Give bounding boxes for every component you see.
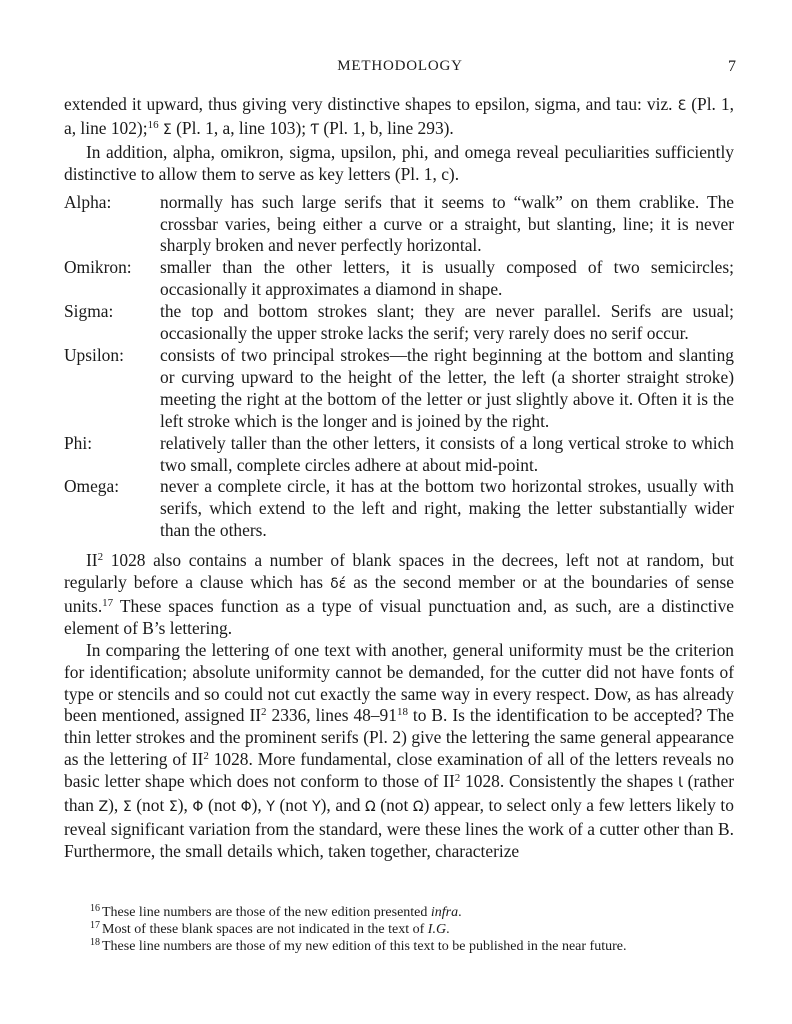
letter-shape-glyph: Σ [122, 799, 132, 816]
inscription-ref: II [249, 705, 262, 726]
text-run: (not [131, 795, 169, 816]
sigma-reference: (Pl. 1, a, line 103); [176, 117, 307, 138]
text-run: (not [274, 795, 313, 816]
letter-entry-omega [64, 476, 734, 542]
letter-description: normally has such large serifs that it seems to “walk” on them crablike. The crossbar varies, being either a curve or a straight, but slanting, line; it is never sharply broken and never perfectly horizontal. [160, 191, 734, 256]
letter-description: never a complete circle, it has at the bottom two horizontal strokes, usually with serifs, which extend to the left and right, making the letter substantially wider than the others. [160, 476, 734, 541]
letter-entry-phi [64, 433, 734, 477]
paragraph-gap [64, 542, 734, 550]
letter-term: Sigma: [64, 301, 114, 322]
text-run: (rather than [64, 771, 734, 816]
letter-entry-upsilon [64, 345, 734, 433]
letter-shape-glyph: Y [312, 799, 321, 816]
footnote-italic: infra [430, 905, 459, 920]
inscription-ref: II [86, 550, 98, 571]
superscript: 2 [203, 750, 209, 763]
tau-reference: (Pl. 1, b, line 293). [323, 117, 454, 138]
viz-label: viz. [646, 94, 673, 114]
text-run: These spaces function as a type of visual punctuation and, as such, are a distinctive element of B’s lettering. [64, 595, 734, 638]
footnote-text-end: . [446, 922, 450, 937]
running-title: METHODOLOGY [337, 58, 463, 74]
footnote-ref-18: 18 [396, 706, 408, 719]
letter-term: Upsilon: [64, 344, 124, 365]
superscript: 2 [261, 706, 267, 719]
footnote-text: Most of these blank spaces are not indicated in the text of [102, 922, 428, 937]
letter-shape-glyph: Y [266, 799, 275, 816]
body-text [64, 94, 734, 863]
footnote-17 [64, 921, 736, 938]
footnote-text: These line numbers are those of my new edition of this text to be published in the near future. [102, 939, 627, 954]
inscription-ref: II [443, 771, 455, 792]
letter-shape-glyph: Ω [365, 799, 376, 816]
letter-description: consists of two principal strokes—the right beginning at the bottom and slanting or curving upward to the height of the letter, the left (a shorter straight stroke) meeting the right at the bottom of the letter or just slightly above it. Often it is the left stroke which is the longer and is joined by the right. [160, 344, 734, 431]
letter-shape-glyph: Z [98, 799, 109, 816]
epsilon-glyph: Ɛ [677, 98, 687, 114]
text-run: ), [177, 795, 193, 816]
footnote-16 [64, 904, 736, 921]
greek-de: δέ [330, 576, 347, 593]
letter-entry-omikron [64, 257, 734, 301]
footnote-number: 16 [90, 903, 100, 914]
page-number: 7 [728, 58, 736, 75]
text-run: ), [251, 795, 267, 816]
letter-shape-glyph: Φ [192, 799, 204, 816]
letter-term: Omega: [64, 476, 120, 497]
footnote-ref-16: 16 [147, 118, 159, 131]
text-run: ), and [320, 795, 366, 816]
text-run: 1028 also contains a number of blank spaces in the decrees, left not at random, but regularly before a clause which has [64, 550, 734, 593]
letter-term: Omikron: [64, 257, 132, 278]
text-run: 2336, lines 48–91 [266, 705, 397, 726]
tau-glyph: Ƭ [310, 121, 319, 138]
footnote-number: 17 [90, 920, 100, 931]
text-run: 1028. Consistently the shapes [460, 771, 678, 792]
blank-spaces-paragraph [64, 550, 734, 640]
footnote-ref-17: 17 [102, 596, 114, 609]
letter-entry-alpha [64, 192, 734, 258]
epsilon-reference: (Pl. 1, a, line 102); [64, 94, 734, 138]
key-letter-list [64, 192, 734, 543]
intro-paragraph [64, 94, 734, 142]
letter-term: Alpha: [64, 191, 112, 212]
inscription-ref: II [191, 749, 204, 770]
letter-shape-glyph: Ɩ [677, 775, 683, 792]
letter-shape-glyph: Ω [412, 799, 424, 816]
letter-description: the top and bottom strokes slant; they are never parallel. Serifs are usual; occasionally the upper stroke lacks the serif; very rarely does no serif occur. [160, 301, 734, 344]
running-head [64, 58, 736, 80]
superscript: 2 [454, 772, 461, 785]
sigma-glyph: Σ [162, 121, 172, 138]
text-run: to B. Is the identification to be accepted? The thin letter strokes and the prominent serifs (Pl. 2) give the lettering the same general appearance as the lettering of [64, 705, 734, 770]
letter-entry-sigma [64, 301, 734, 345]
superscript: 2 [97, 551, 104, 564]
text-run: In comparing the lettering of one text with another, general uniformity must be the criterion for identification; absolute uniformity cannot be demanded, for the cutter did not have fonts of type or stencils and so could not cut exactly the same way in every respect. Dow, as has already been mentioned, assigned [64, 639, 734, 726]
footnote-text: These line numbers are those of the new edition presented [102, 905, 431, 920]
letter-term: Phi: [64, 432, 93, 453]
text-run: ), [108, 795, 123, 816]
text-run: (not [375, 795, 413, 816]
comparison-paragraph [64, 640, 734, 863]
text-run: as the second member or at the boundaries of sense units. [64, 572, 734, 616]
footnotes [64, 904, 736, 955]
letter-shape-glyph: Φ [240, 799, 252, 816]
letter-description: relatively taller than the other letters, it consists of a long vertical stroke to which two small, complete circles adhere at about mid-point. [160, 432, 734, 475]
letter-description: smaller than the other letters, it is usually composed of two semicircles; occasionally it approximates a diamond in shape. [160, 257, 734, 300]
intro-line: extended it upward, thus giving very distinctive shapes to epsilon, sigma, and tau: [64, 94, 642, 114]
text-run: (not [203, 795, 241, 816]
text-run: ) appear, to select only a few letters likely to reveal significant variation from the standard, were these lines the work of a cutter other than B. Furthermore, the small details which, taken together, characterize [64, 795, 734, 861]
key-letters-paragraph: In addition, alpha, omikron, sigma, upsilon, phi, and omega reveal peculiarities sufficiently distinctive to allow them to serve as key letters (Pl. 1, c). [64, 141, 734, 184]
footnote-number: 18 [90, 937, 100, 948]
footnote-text-end: . [458, 905, 462, 920]
footnote-italic: I.G [427, 922, 447, 937]
footnote-18 [64, 938, 736, 955]
letter-shape-glyph: Σ [168, 799, 178, 816]
text-run: 1028. More fundamental, close examination of all of the letters reveals no basic letter shape which does not conform to those of [64, 749, 734, 792]
